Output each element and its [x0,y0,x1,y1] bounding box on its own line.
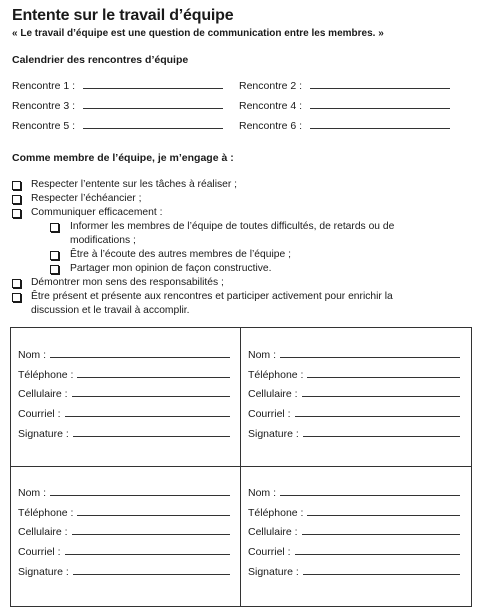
commitment-item: Communiquer efficacement : [31,207,163,218]
meeting-4 [239,100,450,112]
meeting-label: Rencontre 3 : [12,100,76,112]
cell-field[interactable] [248,388,460,400]
meeting-line [83,127,223,129]
checkbox[interactable] [50,223,59,232]
commitment-item: Respecter l’entente sur les tâches à réaliser ; [31,179,238,190]
field-line [307,377,460,378]
checkbox[interactable] [50,251,59,260]
field-line [77,377,230,378]
email-field[interactable] [18,546,230,558]
meeting-label: Rencontre 6 : [239,120,303,132]
field-label: Téléphone : [18,369,74,381]
field-label: Cellulaire : [248,526,298,538]
field-line [302,396,460,397]
document-subtitle: « Le travail d’équipe est une question de communication entre les membres. » [12,28,384,39]
cell-field[interactable] [18,526,230,538]
field-label: Téléphone : [248,507,304,519]
field-label: Cellulaire : [18,388,68,400]
field-line [280,495,460,496]
name-field[interactable] [18,487,230,499]
field-line [303,436,460,437]
checkbox[interactable] [12,279,21,288]
name-field[interactable] [18,349,230,361]
checkbox[interactable] [12,181,21,190]
grid-divider [10,466,472,467]
field-line [72,534,230,535]
field-label: Courriel : [248,408,291,420]
field-line [295,416,460,417]
field-label: Courriel : [18,408,61,420]
field-line [50,495,230,496]
phone-field[interactable] [248,507,460,519]
meeting-1 [12,80,223,92]
meeting-label: Rencontre 1 : [12,80,76,92]
meeting-line [83,87,223,89]
phone-field[interactable] [18,369,230,381]
meeting-2 [239,80,450,92]
checkbox[interactable] [12,209,21,218]
phone-field[interactable] [248,369,460,381]
commitment-subitem: Informer les membres de l’équipe de toutes difficultés, de retards ou de [70,221,395,232]
checkbox[interactable] [12,195,21,204]
commitment-item: Respecter l’échéancier ; [31,193,142,204]
field-line [73,574,230,575]
meeting-line [310,127,450,129]
calendar-heading: Calendrier des rencontres d’équipe [12,54,189,66]
field-label: Téléphone : [248,369,304,381]
field-label: Cellulaire : [18,526,68,538]
commitment-item: Démontrer mon sens des responsabilités ; [31,277,224,288]
signature-field[interactable] [248,428,460,440]
signature-field[interactable] [248,566,460,578]
cell-field[interactable] [18,388,230,400]
checkbox[interactable] [12,293,21,302]
field-label: Signature : [248,566,299,578]
field-line [302,534,460,535]
field-label: Signature : [18,428,69,440]
field-line [65,554,230,555]
meeting-line [83,107,223,109]
document-title: Entente sur le travail d’équipe [12,7,234,24]
commitment-item: Être présent et présente aux rencontres et participer activement pour enrichir la [31,291,393,302]
field-line [295,554,460,555]
field-line [73,436,230,437]
phone-field[interactable] [18,507,230,519]
field-label: Nom : [18,487,47,499]
cell-field[interactable] [248,526,460,538]
field-label: Nom : [248,487,277,499]
field-label: Courriel : [18,546,61,558]
name-field[interactable] [248,487,460,499]
field-line [303,574,460,575]
meeting-3 [12,100,223,112]
commitment-heading: Comme membre de l’équipe, je m’engage à : [12,152,234,164]
field-line [65,416,230,417]
grid-divider [240,327,241,607]
field-label: Signature : [18,566,69,578]
meeting-6 [239,120,450,132]
email-field[interactable] [18,408,230,420]
field-line [50,357,230,358]
commitment-item: discussion et le travail à accomplir. [31,305,190,316]
field-label: Nom : [18,349,47,361]
field-label: Téléphone : [18,507,74,519]
field-label: Cellulaire : [248,388,298,400]
email-field[interactable] [248,408,460,420]
commitment-subitem: modifications ; [70,235,136,246]
meeting-5 [12,120,223,132]
name-field[interactable] [248,349,460,361]
signature-field[interactable] [18,566,230,578]
field-line [307,515,460,516]
field-label: Nom : [248,349,277,361]
field-label: Courriel : [248,546,291,558]
meeting-label: Rencontre 4 : [239,100,303,112]
field-line [72,396,230,397]
field-line [77,515,230,516]
commitment-subitem: Être à l’écoute des autres membres de l’équipe ; [70,249,291,260]
meeting-label: Rencontre 5 : [12,120,76,132]
field-line [280,357,460,358]
signature-field[interactable] [18,428,230,440]
checkbox[interactable] [50,265,59,274]
email-field[interactable] [248,546,460,558]
field-label: Signature : [248,428,299,440]
meeting-line [310,107,450,109]
meeting-line [310,87,450,89]
commitment-subitem: Partager mon opinion de façon constructive. [70,263,272,274]
meeting-label: Rencontre 2 : [239,80,303,92]
